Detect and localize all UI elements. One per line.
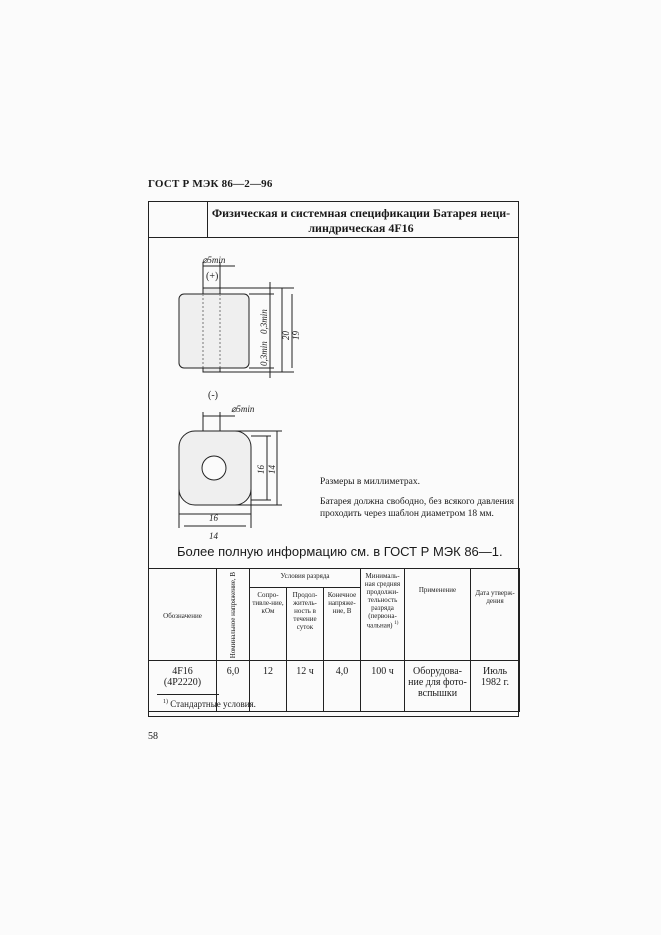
cell-duration: 12 ч [287, 661, 324, 712]
cell-min-avg-duration: 100 ч [361, 661, 405, 712]
dim-19-label: 19 [291, 331, 301, 340]
header-end-voltage: Конечное напряже-ние, В [324, 587, 361, 661]
header-nominal-voltage [217, 569, 250, 661]
dim-width-16-label: 16 [209, 513, 218, 523]
top-view [179, 404, 282, 541]
header-approval-date: Дата утверж-дения [471, 569, 520, 661]
side-view [179, 255, 301, 401]
header-duration: Продол-житель-ность в течение суток [287, 587, 324, 661]
footnote-text: Стандартные условия. [170, 699, 256, 709]
header-min-avg-duration [361, 569, 405, 661]
specification-frame [148, 201, 519, 717]
footnote-divider [157, 694, 219, 695]
terminal-circle [202, 456, 226, 480]
dim-03-bottom-label: 0,3min [259, 341, 269, 366]
page-header: ГОСТ Р МЭК 86—2—96 [148, 178, 273, 190]
cell-end-voltage: 4,0 [324, 661, 361, 712]
spec-title-line-1: Физическая и системная спецификации Батарея неци- [211, 206, 511, 220]
dim-20-label: 20 [281, 331, 291, 340]
units-note: Размеры в миллиметрах. [320, 477, 420, 487]
dim-side-16-label: 16 [256, 465, 266, 474]
spec-table [148, 568, 520, 712]
footnote [163, 699, 256, 709]
spec-title [211, 206, 511, 236]
more-info-reference: Более полную информацию см. в ГОСТ Р МЭК 86—1. [177, 544, 503, 559]
spec-title-line-2: линдрическая 4F16 [308, 221, 414, 235]
terminal-minus-label: (-) [208, 390, 218, 401]
cell-resistance: 12 [250, 661, 287, 712]
header-min-avg-note: 1) [394, 621, 399, 626]
header-resistance: Сопро-тивле-ние, кОм [250, 587, 287, 661]
header-designation: Обозначение [149, 569, 217, 661]
cell-designation-line-1: 4F16 [172, 666, 193, 678]
header-application: Применение [405, 569, 471, 661]
dim-side-14-label: 14 [267, 465, 277, 474]
bottom-terminal [203, 368, 220, 372]
terminal-plus-label: (+) [206, 271, 219, 282]
dia-bottom-label: ⌀5min [231, 404, 255, 414]
dim-width-14-label: 14 [209, 531, 218, 541]
footnote-mark: 1) [163, 699, 168, 705]
header-nominal-voltage-text: Номинальное напряжение, В [229, 572, 237, 659]
header-discharge-conditions: Условия разряда [250, 569, 361, 588]
cell-application: Оборудова-ние для фото-вспышки [405, 661, 471, 712]
dia-top-label: ⌀5min [202, 255, 226, 265]
gauge-note: Батарея должна свободно, без всякого давления проходить через шаблон диаметром 18 мм. [320, 497, 514, 519]
title-block-separator [207, 202, 208, 238]
cell-approval-date: Июль 1982 г. [471, 661, 520, 712]
battery-body-side [179, 294, 249, 368]
dim-03-top-label: 0,3min [259, 309, 269, 334]
title-block [149, 202, 518, 238]
cell-designation-line-2: (4P2220) [163, 677, 202, 689]
cell-nominal-voltage: 6,0 [217, 661, 250, 712]
page-number: 58 [148, 731, 158, 742]
header-min-avg-duration-text: Минималь-ная средняя продолжи-тельность разряда (первона-чальная) [364, 572, 401, 630]
